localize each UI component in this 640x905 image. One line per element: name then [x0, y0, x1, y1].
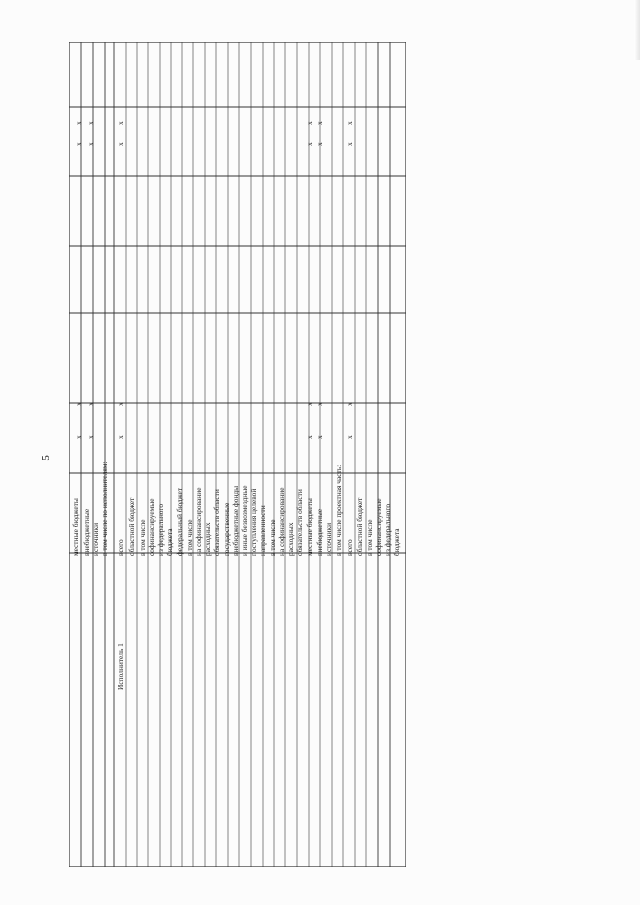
row-label-state-funds-5: направленности [258, 505, 267, 556]
x-mark: x [86, 402, 95, 406]
row-label-local-budgets: местные бюджеты [71, 498, 80, 556]
row-label-cofinanced2-1: в том числе [365, 519, 374, 556]
row-label-extra-1: внебюджетные [82, 508, 91, 556]
x-mark: x [305, 121, 314, 125]
row-label-extra2-2: источники [324, 522, 333, 556]
row-label-state-funds-2: внебюджетные фонды [231, 485, 240, 556]
row-label-cofin2-4: обязательств области [295, 489, 304, 556]
row-label-regional-budget-2: областной бюджет [355, 497, 364, 556]
row-label-cofinanced2-4: бюджета [392, 528, 401, 556]
x-mark: x [86, 121, 95, 125]
x-mark: x [116, 121, 125, 125]
row-label-cofin2-2: на софинансирование [277, 487, 286, 556]
budget-table-grid [69, 42, 406, 867]
row-label-total-2: всего [345, 539, 354, 556]
x-mark: x [74, 402, 83, 406]
page-number: 5 [39, 455, 52, 461]
x-mark: x [345, 402, 354, 406]
x-mark: x [315, 142, 324, 146]
row-label-state-funds-4: поступления целевой [249, 488, 258, 556]
x-mark: x [345, 121, 354, 125]
x-mark: x [305, 435, 314, 439]
x-mark: x [305, 402, 314, 406]
x-mark: x [116, 142, 125, 146]
x-mark: x [315, 402, 324, 406]
row-label-cofin-obl-1: в том числе [185, 519, 194, 556]
x-mark: x [315, 121, 324, 125]
row-label-cofinanced-4: бюджета [165, 528, 174, 556]
x-mark: x [116, 402, 125, 406]
row-label-federal-budget: федеральный бюджет [175, 487, 184, 556]
row-label-total: всего [116, 539, 125, 556]
section-project-part: в том числе проектная часть: [334, 464, 343, 556]
row-label-cofinanced-1: в том числе [138, 519, 147, 556]
row-label-cofinanced2-3: из федерального [383, 503, 392, 556]
scan-edge-shadow [634, 0, 640, 60]
row-label-cofin2-3: расходных [286, 522, 295, 556]
row-label-cofin-obl-3: расходных [203, 522, 212, 556]
x-mark: x [116, 435, 125, 439]
row-label-state-funds-3: и иные безвозмездные [240, 485, 249, 556]
x-mark: x [345, 142, 354, 146]
x-mark: x [74, 142, 83, 146]
row-label-state-funds-1: государственные [222, 502, 231, 556]
row-label-local-budgets-2: местные бюджеты [305, 498, 314, 556]
x-mark: x [345, 435, 354, 439]
row-label-extra2-1: внебюджетные [315, 508, 324, 556]
row-label-cofin-obl-4: обязательств области [212, 489, 221, 556]
row-label-cofin-obl-2: на софинансирование [194, 487, 203, 556]
row-label-cofin2-1: в том числе [268, 519, 277, 556]
row-label-cofinanced-2: софинансируемые [147, 498, 156, 556]
x-mark: x [315, 435, 324, 439]
row-label-cofinanced-3: из федерального [156, 503, 165, 556]
executor-1-label: Исполнитель 1 [116, 643, 125, 690]
budget-table-rotated [69, 42, 406, 867]
row-label-cofinanced2-2: софинансируемые [374, 498, 383, 556]
x-mark: x [74, 121, 83, 125]
x-mark: x [86, 435, 95, 439]
row-label-regional-budget: областной бюджет [127, 497, 136, 556]
x-mark: x [305, 142, 314, 146]
x-mark: x [74, 435, 83, 439]
section-by-executors: в том числе по исполнителям: [100, 461, 109, 556]
row-label-extra-2: источники [91, 522, 100, 556]
x-mark: x [86, 142, 95, 146]
